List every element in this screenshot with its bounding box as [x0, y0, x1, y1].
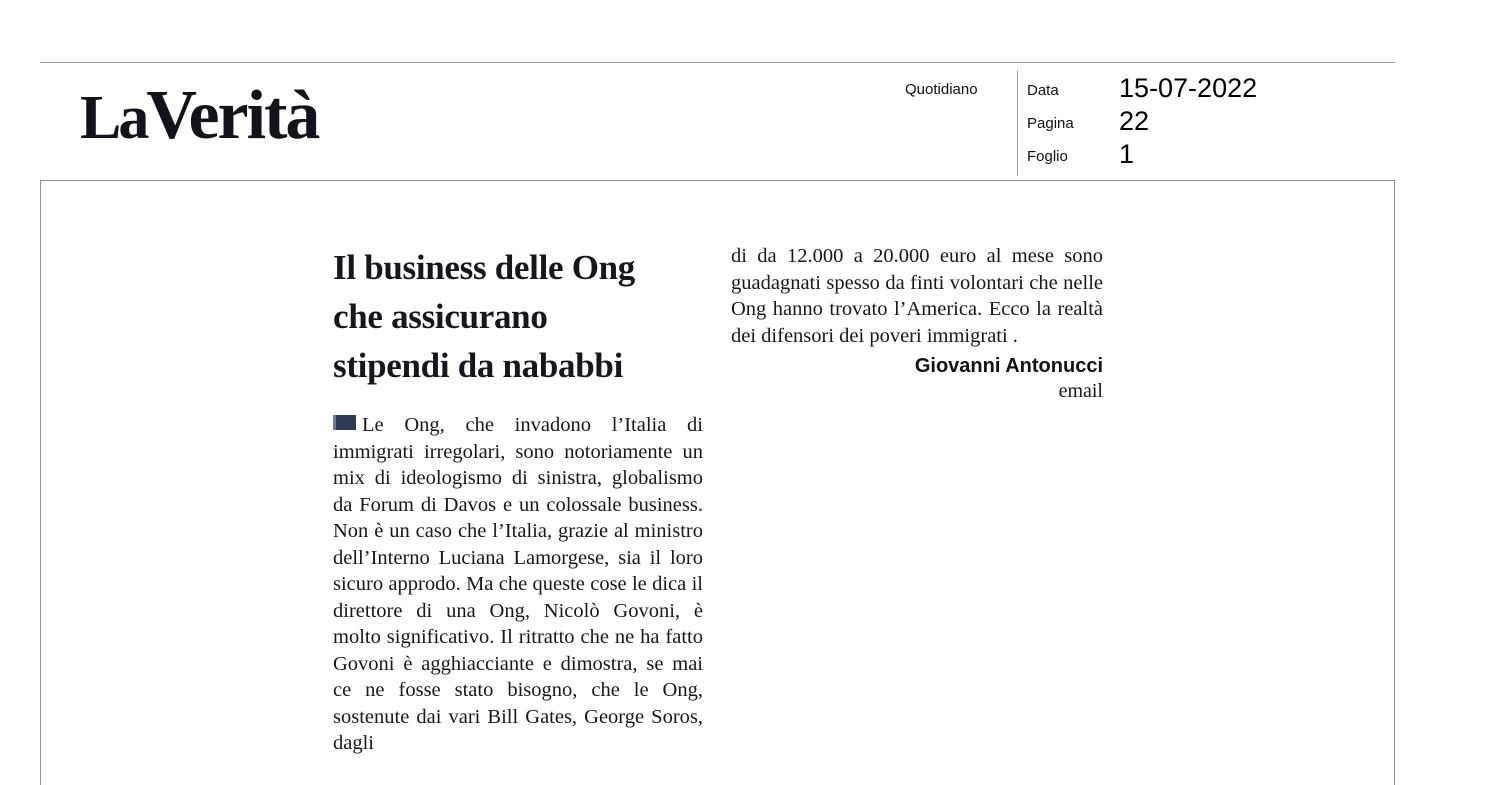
metadata-value-foglio: 1 [1119, 139, 1135, 169]
article-headline [333, 243, 703, 390]
article-body-text: Le Ong, che invadono l’Italia di immigrati irregolari, sono notoriamente un mix di ideologismo di sinistra, globalismo da Forum di Davos e un colossale business. Non è un caso che l’Italia, grazie al ministro dell’Interno Luciana Lamorgese, sia il loro sicuro approdo. Ma che queste cose le dica il direttore di una Ong, Nicolò Govoni, è molto significativo. Il ritratto che ne ha fatto Govoni è agghiacciante e dimostra, se mai ce ne fosse stato bisogno, che le Ong, sostenute dai vari Bill Gates, George Soros, dagli [333, 414, 703, 754]
press-clipping-header [40, 62, 1395, 180]
masthead-la: La [80, 84, 147, 152]
article-standfirst: di da 12.000 a 20.000 euro al mese sono guadagnati spesso da finti volontari che nelle Ong hanno trovato l’America. Ecco la realtà dei difensori dei poveri immigrati . [731, 245, 1103, 347]
metadata-value-pagina: 22 [1119, 106, 1150, 136]
article-byline: Giovanni Antonucci [914, 355, 1103, 377]
metadata-row-data [1027, 75, 1367, 108]
metadata-label-foglio: Foglio [1027, 148, 1068, 165]
masthead-verita: Verità [146, 77, 319, 154]
metadata-row-pagina [1027, 108, 1367, 141]
article-byline-email: email [1058, 380, 1103, 402]
metadata-rows [1027, 75, 1367, 174]
metadata-label-pagina: Pagina [1027, 115, 1074, 132]
article-clipping-frame [40, 180, 1395, 785]
article-body [333, 412, 703, 757]
headline-line-1: Il business delle Ong [333, 248, 635, 287]
headline-line-2: che assicurano [333, 297, 548, 336]
metadata-label-data: Data [1027, 82, 1059, 99]
metadata-value-data: 15-07-2022 [1119, 73, 1258, 103]
metadata-row-foglio [1027, 141, 1367, 174]
headline-line-3: stipendi da nababbi [333, 346, 624, 385]
metadata-divider [1017, 71, 1018, 176]
paragraph-marker-icon [333, 415, 356, 430]
masthead-logo [80, 77, 319, 154]
article-column-left [333, 243, 703, 757]
article-column-right [731, 243, 1103, 403]
clipping-metadata [905, 71, 1375, 176]
publication-kind: Quotidiano [905, 81, 978, 98]
